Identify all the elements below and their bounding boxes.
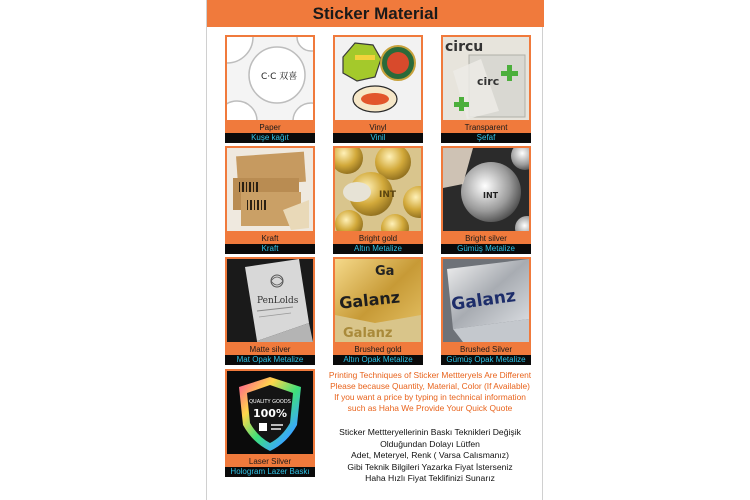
svg-text:circ: circ: [477, 75, 500, 88]
material-name-en: Bright gold: [333, 233, 423, 244]
svg-text:Galanz: Galanz: [343, 326, 393, 341]
material-name-tr: Mat Opak Metalize: [225, 355, 315, 365]
info-line: If you want a price by typing in technical information: [334, 392, 526, 402]
paper-handwriting: C·C 双喜: [261, 72, 298, 82]
material-card-brushed-silver[interactable]: [441, 257, 531, 365]
material-name-tr: Altın Opak Metalize: [333, 355, 423, 365]
material-name-tr: Şefaf: [441, 133, 531, 143]
bright-silver-sticker-image: [441, 146, 531, 233]
material-name-tr: Kuşe kağıt: [225, 133, 315, 143]
material-name-en: Paper: [225, 122, 315, 133]
brushed-silver-sticker-image: [441, 257, 531, 344]
material-card-matte-silver[interactable]: [225, 257, 315, 365]
info-turkish: [319, 427, 541, 485]
material-card-brushed-gold[interactable]: [333, 257, 423, 365]
info-english: [319, 370, 541, 414]
vinyl-sticker-image: [333, 35, 423, 122]
brushed-silver-text: Galanz: [450, 286, 517, 315]
material-card-bright-silver[interactable]: [441, 146, 531, 254]
svg-text:INT: INT: [379, 190, 397, 200]
material-name-en: Transparent: [441, 122, 531, 133]
info-line: such as Haha We Provide Your Quick Quote: [347, 403, 513, 413]
svg-text:INT: INT: [483, 191, 499, 200]
info-line: Gibi Teknik Bilgileri Yazarka Fiyat İsterseniz: [347, 461, 513, 472]
material-name-en: Kraft: [225, 233, 315, 244]
info-line: Please because Quantity, Material, Color (If Available): [330, 381, 530, 391]
brushed-gold-text: Ga: [375, 264, 395, 279]
material-name-en: Vinyl: [333, 122, 423, 133]
laser-silver-sticker-image: [225, 369, 315, 456]
info-line: Adet, Meteryel, Renk ( Varsa Calısmanız): [351, 450, 509, 461]
material-name-en: Laser Silver: [225, 456, 315, 467]
holo-percent-text: 100%: [253, 407, 287, 420]
material-card-laser-silver[interactable]: [225, 369, 315, 477]
material-card-bright-gold[interactable]: [333, 146, 423, 254]
transparent-sticker-image: [441, 35, 531, 122]
holo-quality-text: QUALITY GOODS: [249, 399, 291, 405]
kraft-sticker-image: [225, 146, 315, 233]
material-name-tr: Vinil: [333, 133, 423, 143]
material-card-transparent[interactable]: [441, 35, 531, 143]
material-name-tr: Gümüş Metalize: [441, 244, 531, 254]
material-name-tr: Hologram Lazer Baskı: [225, 467, 315, 477]
info-line: Sticker Mettteryellerinin Baskı Teknikleri Değişik: [339, 427, 521, 437]
info-line: Printing Techniques of Sticker Mettteryels Are Different: [328, 370, 532, 380]
brushed-gold-sticker-image: [333, 257, 423, 344]
material-card-kraft[interactable]: [225, 146, 315, 254]
material-card-paper[interactable]: [225, 35, 315, 143]
bright-gold-sticker-image: [333, 146, 423, 233]
material-name-tr: Kraft: [225, 244, 315, 254]
material-name-tr: Altın Metalize: [333, 244, 423, 254]
material-name-en: Brushed Silver: [441, 344, 531, 355]
svg-text:Galanz: Galanz: [338, 287, 401, 313]
info-line: Olduğundan Dolayı Lütfen: [380, 438, 480, 449]
sticker-material-sheet: [206, 0, 543, 500]
material-name-tr: Gümüş Opak Metalize: [441, 355, 531, 365]
paper-sticker-image: [225, 35, 315, 122]
page-title: Sticker Material: [207, 0, 544, 27]
matte-brand-text: PenLolds: [257, 296, 299, 306]
material-name-en: Brushed gold: [333, 344, 423, 355]
matte-silver-sticker-image: [225, 257, 315, 344]
material-name-en: Matte silver: [225, 344, 315, 355]
info-line: Haha Hızlı Fiyat Teklifinizi Sunarız: [365, 473, 495, 484]
material-card-vinyl[interactable]: [333, 35, 423, 143]
transparent-text: circu: [445, 39, 484, 55]
material-name-en: Bright silver: [441, 233, 531, 244]
